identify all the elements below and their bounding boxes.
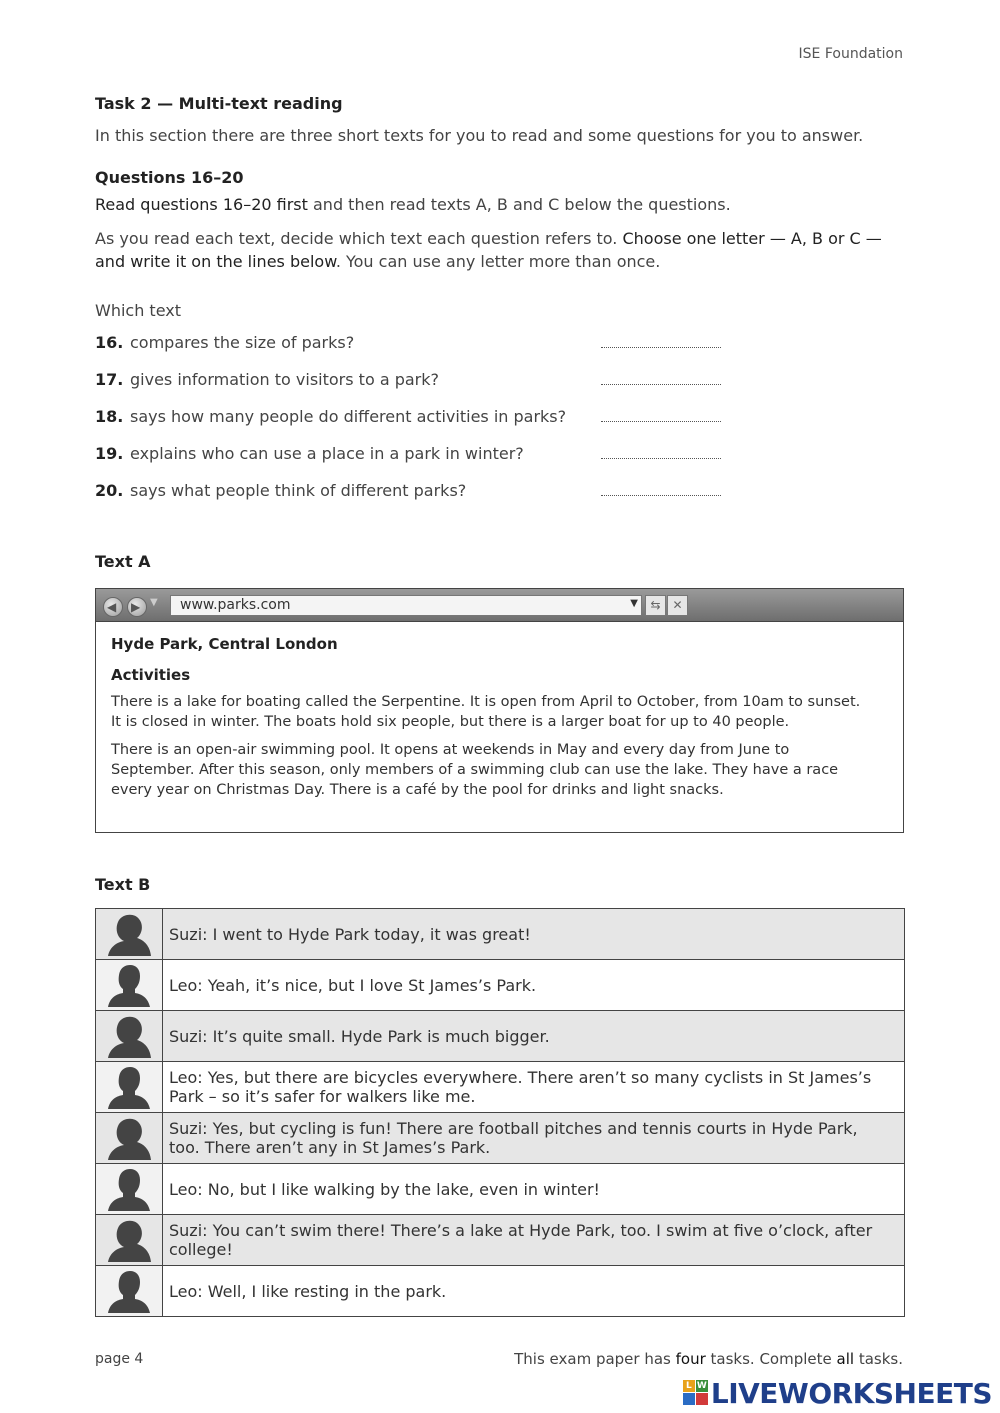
question-19 (95, 444, 725, 466)
question-text: explains who can use a place in a park in winter? (130, 444, 524, 463)
footer-note-start: This exam paper has (514, 1350, 676, 1368)
address-bar[interactable] (170, 595, 642, 616)
footer-note (514, 1350, 903, 1368)
chat-row (96, 1164, 904, 1215)
logo-text: LIVEWORKSHEETS (710, 1376, 992, 1410)
question-text: compares the size of parks? (130, 333, 355, 352)
leo-avatar-icon (96, 1164, 163, 1214)
forward-icon[interactable]: ▶ (127, 597, 147, 617)
question-text: says how many people do different activities in parks? (130, 407, 567, 426)
chat-row (96, 1062, 904, 1113)
history-dropdown-icon[interactable]: ▼ (150, 597, 158, 608)
chat-row (96, 960, 904, 1011)
question-text: gives information to visitors to a park? (130, 370, 440, 389)
question-number: 20. (95, 481, 124, 500)
question-number: 19. (95, 444, 124, 463)
leo-avatar-icon (96, 1266, 163, 1316)
chat-row (96, 1215, 904, 1266)
chat-message: Suzi: I went to Hyde Park today, it was great! (169, 924, 531, 944)
stop-icon[interactable]: ✕ (667, 595, 688, 616)
refresh-icon[interactable]: ⇆ (645, 595, 666, 616)
question-17 (95, 370, 725, 392)
chat-row (96, 1266, 904, 1316)
instruction-2-end: . You can use any letter more than once. (335, 252, 661, 271)
logo-block-w: W (696, 1381, 707, 1391)
answer-line-19[interactable] (601, 458, 721, 459)
paragraph: There is a lake for boating called the Serpentine. It is open from April to October, from 10am to sunset. It is closed in winter. The boats hold six people, but there is a larger boat for up to 40 people. (111, 694, 861, 730)
section-title: Activities (111, 666, 191, 684)
chat-message: Leo: Yeah, it’s nice, but I love St James’s Park. (169, 975, 537, 995)
question-number: 18. (95, 407, 124, 426)
chat-message: Suzi: You can’t swim there! There’s a lake at Hyde Park, too. I swim at five o’clock, after college! (169, 1221, 873, 1259)
logo-block-l: L (683, 1380, 695, 1392)
chat-message: Leo: Well, I like resting in the park. (169, 1281, 447, 1301)
question-number: 16. (95, 333, 124, 352)
url-dropdown-icon[interactable]: ▼ (630, 598, 638, 609)
leo-avatar-icon (96, 1062, 163, 1112)
question-18 (95, 407, 725, 429)
suzi-avatar-icon (96, 1113, 163, 1163)
question-text: says what people think of different parks? (130, 481, 467, 500)
text-a-label: Text A (95, 552, 151, 571)
instruction-1-rest: and then read texts A, B and C below the questions. (307, 195, 731, 214)
suzi-avatar-icon (96, 1011, 163, 1061)
chat-row (96, 1011, 904, 1062)
url-text: www.parks.com (180, 597, 291, 613)
instruction-2-start: As you read each text, decide which text each question refers to. (95, 229, 623, 248)
suzi-avatar-icon (96, 909, 163, 959)
text-b-label: Text B (95, 875, 151, 894)
instruction-2-bold: Choose one letter — A, B or C — and write it on the lines below (95, 229, 882, 271)
answer-line-18[interactable] (601, 421, 721, 422)
logo-block-4 (696, 1393, 708, 1405)
questions-heading: Questions 16–20 (95, 168, 244, 187)
footer-note-bold-2: all (836, 1350, 855, 1368)
question-16 (95, 333, 725, 355)
instruction-1-bold: Read questions 16–20 first (95, 195, 308, 214)
chat-message: Suzi: Yes, but cycling is fun! There are football pitches and tennis courts in Hyde Park, too. There aren’t any in St James’s Park. (169, 1119, 858, 1157)
instruction-1 (95, 195, 731, 214)
footer-note-end: tasks. (854, 1350, 903, 1368)
chat-row (96, 1113, 904, 1164)
liveworksheets-logo (683, 1376, 992, 1410)
question-number: 17. (95, 370, 124, 389)
task-title: Task 2 — Multi-text reading (95, 94, 343, 113)
logo-block-3 (683, 1393, 695, 1405)
page-number: page 4 (95, 1351, 144, 1367)
answer-line-17[interactable] (601, 384, 721, 385)
task-intro: In this section there are three short texts for you to read and some questions for you to answer. (95, 126, 864, 145)
back-icon[interactable]: ◀ (103, 597, 123, 617)
chat-table (95, 908, 905, 1317)
leo-avatar-icon (96, 960, 163, 1010)
browser-toolbar (96, 589, 903, 622)
browser-window (95, 588, 904, 833)
footer-note-bold-1: four (675, 1350, 706, 1368)
chat-message: Suzi: It’s quite small. Hyde Park is much bigger. (169, 1026, 550, 1046)
chat-message: Leo: No, but I like walking by the lake, even in winter! (169, 1179, 600, 1199)
which-text-label: Which text (95, 301, 182, 320)
chat-message: Leo: Yes, but there are bicycles everywhere. There aren’t so many cyclists in St James’s Park – so it’s safer for walkers like me. (169, 1068, 872, 1106)
answer-line-16[interactable] (601, 347, 721, 348)
site-title: Hyde Park, Central London (111, 635, 338, 653)
answer-line-20[interactable] (601, 495, 721, 496)
paragraph: There is an open-air swimming pool. It opens at weekends in May and every day from June to September. After this season, only members of a swimming club can use the lake. They have a race every year on Christmas Day. There is a café by the pool for drinks and light snacks. (111, 742, 839, 798)
footer-note-mid: tasks. Complete (705, 1350, 837, 1368)
question-20 (95, 481, 725, 503)
suzi-avatar-icon (96, 1215, 163, 1265)
exam-header: ISE Foundation (798, 46, 903, 62)
logo-blocks-icon (683, 1380, 709, 1406)
browser-content (111, 635, 871, 808)
chat-row (96, 909, 904, 960)
instruction-2 (95, 227, 895, 273)
